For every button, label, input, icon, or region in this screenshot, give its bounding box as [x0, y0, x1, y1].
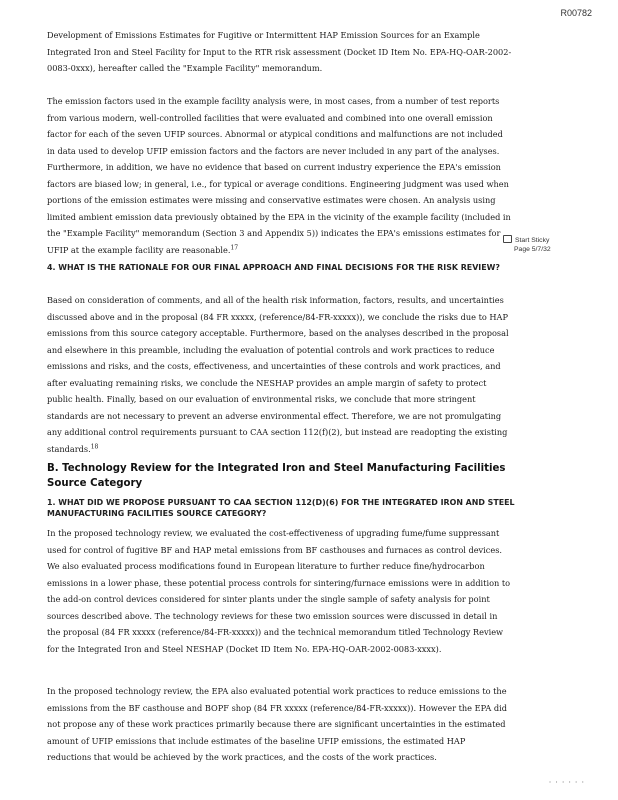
sticky-note-page-ref: Page 5/7/32	[514, 246, 551, 253]
paragraph-text: Based on consideration of comments, and all of the health risk information, factors, results, and uncertainties discussed above and in the proposal (84 FR xxxxx, (reference/84-FR-xxxxx)), we conclude the risks due to HAP emissions from this source category acceptable. Furthermore, based on the analyses described in the proposal and elsewhere in this preamble, including the evaluation of potential controls and work practices to reduce emissions and risks, and the costs, effectiveness, and uncertainties of these controls and work practices, and after evaluating remaining risks, we conclude the NESHAP provides an ample margin of safety to protect public health. Finally, based on our evaluation of environmental risks, we conclude that more stringent standards are not necessary to prevent an adverse environmental effect. Therefore, we are not promulgating any additional control requirements pursuant to CAA section 112(f)(2), but instead are readopting the existing standards.	[47, 295, 509, 454]
section-heading-technology-review: B. Technology Review for the Integrated Iron and Steel Manufacturing Facilities Source Category	[47, 463, 506, 489]
footnote-marker[interactable]: 18	[90, 442, 99, 450]
paragraph-risk-conclusion	[47, 292, 512, 457]
paragraph-emission-factors	[47, 93, 512, 258]
paragraph-text: Development of Emissions Estimates for Fugitive or Intermittent HAP Emission Sources for an Example Integrated Iron and Steel Facility for Input to the RTR risk assessment (Docket ID Item No. EPA-HQ-OAR-2002-0083-0xxx), hereafter called the "Example Facility" memorandum.	[47, 30, 512, 73]
sticky-note-label: Start Sticky	[515, 237, 550, 244]
paragraph-technology-review	[47, 525, 512, 657]
section-heading-risk-rationale: 4. WHAT IS THE RATIONALE FOR OUR FINAL APPROACH AND FINAL DECISIONS FOR THE RISK REVIEW?	[47, 263, 500, 272]
page-number: R00782	[560, 8, 592, 18]
paragraph-text: The emission factors used in the example facility analysis were, in most cases, from a number of test reports from various modern, well-controlled facilities that were evaluated and combined into one overall emission factor for each of the seven UFIP sources. Abnormal or atypical conditions and malfunctions are not included in data used to develop UFIP emission factors and the factors are never included in any part of the analyses. Furthermore, in addition, we have no evidence that based on current industry experience the EPA's emission factors are biased low; in general, i.e., for typical or average conditions. Engineering judgment was used when portions of the emission estimates were missing and conservative estimates were chosen. An analysis using limited ambient emission data previously obtained by the EPA in the vicinity of the example facility (included in the "Example Facility" memorandum (Section 3 and Appendix 5)) indicates the EPA's emissions estimates for UFIP at the example facility are reasonable.	[47, 96, 511, 255]
page-dots-decoration: ······	[548, 778, 588, 787]
paragraph-example-facility	[47, 27, 512, 77]
paragraph-work-practices	[47, 683, 512, 766]
sticky-note-icon	[503, 235, 512, 243]
paragraph-text: In the proposed technology review, the EPA also evaluated potential work practices to reduce emissions to the emissions from the BF casthouse and BOPF shop (84 FR xxxxx (reference/84-FR-xxxxx)). However the EPA did not propose any of these work practices primarily because there are significant uncertainties in the estimated amount of UFIP emissions that include estimates of the baseline UFIP emissions, the estimated HAP reductions that would be achieved by the work practices, and the costs of the work practices.	[47, 686, 507, 762]
footnote-marker[interactable]: 17	[230, 243, 239, 251]
sticky-note-annotation[interactable]	[503, 236, 551, 254]
section-heading-proposal-112d6: 1. WHAT DID WE PROPOSE PURSUANT TO CAA SECTION 112(D)(6) FOR THE INTEGRATED IRON AND STEEL MANUFACTURING FACILITIES SOURCE CATEGORY?	[47, 498, 515, 518]
paragraph-text: In the proposed technology review, we evaluated the cost-effectiveness of upgrading fume/fume suppressant used for control of fugitive BF and HAP metal emissions from BF casthouses and furnaces as control devices. We also evaluated process modifications found in European literature to further reduce fine/hydrocarbon emissions in a lower phase, these potential process controls for sintering/furnace emissions were in addition to the add-on control devices considered for sinter plants under the single sample of safety analysis for point sources described above. The technology reviews for these two emission sources were discussed in detail in the proposal (84 FR xxxxx (reference/84-FR-xxxxx)) and the technical memorandum titled Technology Review for the Integrated Iron and Steel NESHAP (Docket ID Item No. EPA-HQ-OAR-2002-0083-xxxx).	[47, 528, 511, 654]
